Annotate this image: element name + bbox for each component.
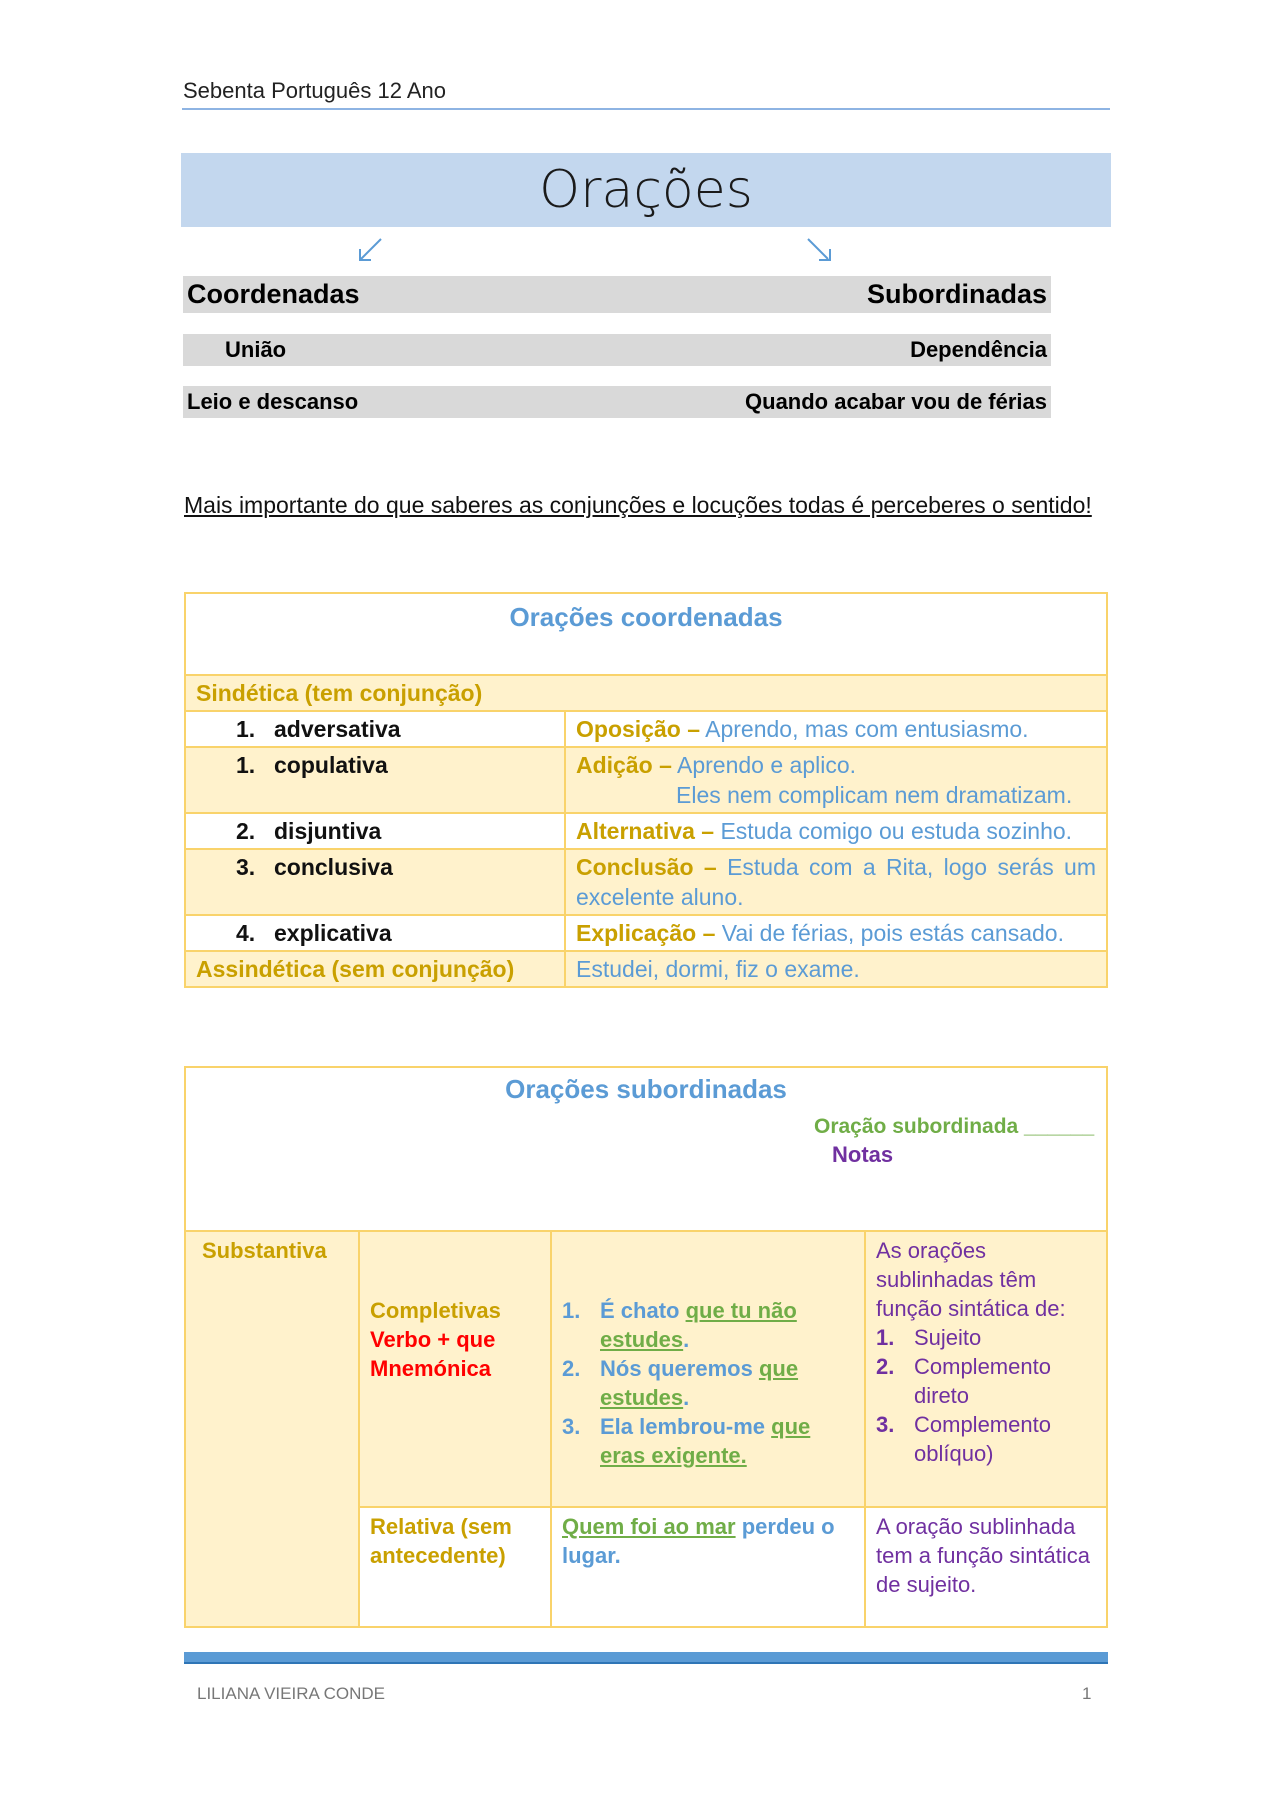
table-row: 1. copulativa Adição – Aprendo e aplico. Eles nem complicam nem dramatizam. (185, 747, 1107, 813)
type-label: conclusiva (274, 854, 393, 880)
table-row: 2. disjuntiva Alternativa – Estuda comigo ou estuda sozinho. (185, 813, 1107, 849)
coordenadas-label: Coordenadas (187, 279, 360, 309)
dependencia-label: Dependência (910, 337, 1047, 362)
meaning-label: Alternativa – (576, 818, 715, 844)
underlined-clause: que eras exigente. (600, 1414, 811, 1468)
subordinadas-header (185, 1067, 1107, 1231)
type-label: disjuntiva (274, 818, 382, 844)
title-band (181, 153, 1111, 227)
example-text: Estuda com a Rita, logo serás um excelente aluno. (576, 854, 1096, 910)
important-note: Mais importante do que saberes as conjunções e locuções todas é perceberes o sentido! (184, 492, 1092, 518)
example-text: Vai de férias, pois estás cansado. (721, 920, 1064, 946)
split-row-example (183, 386, 1051, 418)
coordenadas-table (184, 592, 1108, 988)
arrow-down-right-icon (805, 236, 835, 266)
list-item: 2. Nós queremos que estudes. (562, 1356, 799, 1410)
split-row-types (183, 276, 1051, 313)
assindetica-example: Estudei, dormi, fiz o exame. (565, 951, 1107, 987)
footer-bar (184, 1652, 1108, 1662)
completivas-cell (359, 1231, 551, 1507)
subordinada-example: Quando acabar vou de férias (745, 389, 1047, 414)
coordenadas-title: Orações coordenadas (185, 593, 1107, 675)
subordinadas-title: Orações subordinadas (505, 1074, 787, 1104)
example-text: Aprendo e aplico. (677, 752, 857, 778)
list-item: 2. Complemento direto (876, 1354, 1051, 1408)
table-row: 3. conclusiva Conclusão – Estuda com a Rita, logo serás um excelente aluno. (185, 849, 1107, 915)
completivas-examples (551, 1231, 865, 1507)
header-rule (182, 108, 1110, 110)
meaning-label: Adição – (576, 752, 672, 778)
table-row: 1. adversativa Oposição – Aprendo, mas com entusiasmo. (185, 711, 1107, 747)
meaning-label: Conclusão – (576, 854, 717, 880)
underlined-clause: que tu não estudes (600, 1298, 797, 1352)
sindetica-label: Sindética (tem conjunção) (185, 675, 1107, 711)
relativa-note: A oração sublinhada tem a função sintática de sujeito. (865, 1507, 1107, 1627)
relativa-example: Quem foi ao mar perdeu o lugar. (551, 1507, 865, 1627)
relativa-label: Relativa (sem antecedente) (359, 1507, 551, 1627)
split-row-relation (183, 334, 1051, 366)
completivas-label: Completivas (370, 1298, 501, 1323)
list-item: 3. Complemento oblíquo) (876, 1412, 1051, 1466)
arrow-down-left-icon (355, 236, 385, 266)
completivas-notes (865, 1231, 1107, 1507)
type-label: adversativa (274, 716, 401, 742)
mnemonica-label: Mnemónica (370, 1356, 492, 1381)
subordinadas-table (184, 1066, 1108, 1628)
example-text-2: Eles nem complicam nem dramatizam. (676, 782, 1073, 808)
legend-subordinada: Oração subordinada ______ (814, 1115, 1095, 1138)
verbo-que-label: Verbo + que (370, 1327, 496, 1352)
example-text: Aprendo, mas com entusiasmo. (705, 716, 1029, 742)
coordenada-example: Leio e descanso (187, 389, 359, 414)
footer-author: LILIANA VIEIRA CONDE (197, 1684, 386, 1703)
meaning-label: Explicação – (576, 920, 716, 946)
subordinadas-label: Subordinadas (866, 279, 1047, 309)
list-item: 3. Ela lembrou-me que eras exigente. (562, 1414, 811, 1468)
list-item: 1. Sujeito (876, 1325, 982, 1350)
type-label: copulativa (274, 752, 388, 778)
notes-intro: As orações sublinhadas têm função sintática de: (876, 1238, 1066, 1321)
type-label: explicativa (274, 920, 392, 946)
uniao-label: União (225, 337, 287, 362)
underlined-clause: que estudes (600, 1356, 799, 1410)
header-title: Sebenta Português 12 Ano (183, 78, 446, 103)
table-row: 4. explicativa Explicação – Vai de férias, pois estás cansado. (185, 915, 1107, 951)
meaning-label: Oposição – (576, 716, 700, 742)
example-text: Estuda comigo ou estuda sozinho. (720, 818, 1073, 844)
list-item: 1. É chato que tu não estudes. (562, 1298, 797, 1352)
underlined-clause: Quem foi ao mar (562, 1514, 736, 1539)
legend-notas: Notas (832, 1142, 894, 1167)
table-row (185, 951, 1107, 987)
page-number: 1 (1082, 1684, 1092, 1703)
assindetica-label: Assindética (sem conjunção) (185, 951, 565, 987)
page-title: Orações (539, 160, 753, 220)
footer-rule (184, 1662, 1108, 1664)
substantiva-label: Substantiva (185, 1231, 359, 1627)
